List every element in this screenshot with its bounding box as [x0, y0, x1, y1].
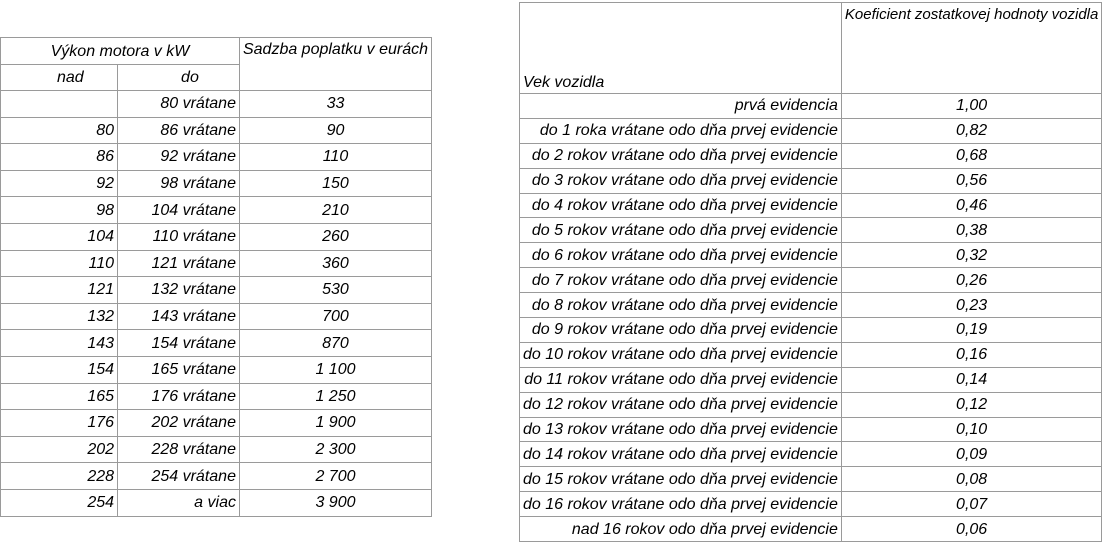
table-header-row	[1, 38, 432, 65]
table-row	[1, 170, 432, 197]
table-row	[520, 342, 1102, 367]
fee-rate-cell: 110	[239, 144, 431, 171]
fee-rate-cell: 90	[239, 117, 431, 144]
table-row	[520, 293, 1102, 318]
power-to-cell: 110 vrátane	[118, 223, 240, 250]
fee-rate-cell: 260	[239, 223, 431, 250]
power-to-cell: 121 vrátane	[118, 250, 240, 277]
power-to-cell: a viac	[118, 489, 240, 516]
fee-rate-cell: 2 700	[239, 463, 431, 490]
table-row	[520, 243, 1102, 268]
table-row	[1, 463, 432, 490]
power-to-cell: 254 vrátane	[118, 463, 240, 490]
coefficient-cell: 1,00	[841, 94, 1101, 119]
table-row	[1, 91, 432, 118]
table-header-row	[520, 3, 1102, 94]
power-to-cell: 86 vrátane	[118, 117, 240, 144]
power-from-cell: 165	[1, 383, 118, 410]
fee-rate-cell: 210	[239, 197, 431, 224]
table-row	[520, 118, 1102, 143]
coefficient-cell: 0,08	[841, 467, 1101, 492]
table-row	[520, 193, 1102, 218]
coefficient-cell: 0,32	[841, 243, 1101, 268]
power-to-cell: 165 vrátane	[118, 356, 240, 383]
vehicle-age-cell: do 7 rokov vrátane odo dňa prvej evidencie	[520, 268, 842, 293]
residual-value-coefficient-header: Koeficient zostatkovej hodnoty vozidla	[841, 3, 1101, 94]
coefficient-cell: 0,26	[841, 268, 1101, 293]
power-from-cell: 202	[1, 436, 118, 463]
from-header: nad	[1, 65, 118, 91]
table-row	[520, 94, 1102, 119]
coefficient-cell: 0,10	[841, 417, 1101, 442]
power-from-cell: 92	[1, 170, 118, 197]
fee-rate-cell: 700	[239, 303, 431, 330]
power-from-cell: 176	[1, 410, 118, 437]
coefficient-cell: 0,12	[841, 392, 1101, 417]
power-from-cell: 132	[1, 303, 118, 330]
power-from-cell: 228	[1, 463, 118, 490]
power-from-cell: 143	[1, 330, 118, 357]
vehicle-age-cell: do 8 rokov vrátane odo dňa prvej evidencie	[520, 293, 842, 318]
table-row	[520, 168, 1102, 193]
vehicle-age-cell: do 16 rokov vrátane odo dňa prvej evidencie	[520, 492, 842, 517]
to-header: do	[118, 65, 240, 91]
vehicle-age-cell: do 2 rokov vrátane odo dňa prvej evidencie	[520, 143, 842, 168]
power-to-cell: 143 vrátane	[118, 303, 240, 330]
table-row	[1, 223, 432, 250]
table-row	[1, 197, 432, 224]
engine-power-header: Výkon motora v kW	[1, 38, 240, 65]
power-to-cell: 202 vrátane	[118, 410, 240, 437]
vehicle-age-coefficient-table	[519, 2, 1102, 542]
coefficient-cell: 0,68	[841, 143, 1101, 168]
table-row	[1, 330, 432, 357]
fee-rate-cell: 1 900	[239, 410, 431, 437]
table-row	[520, 417, 1102, 442]
table-row	[520, 517, 1102, 542]
table-row	[1, 356, 432, 383]
power-to-cell: 154 vrátane	[118, 330, 240, 357]
vehicle-age-cell: do 13 rokov vrátane odo dňa prvej evidencie	[520, 417, 842, 442]
table-row	[520, 442, 1102, 467]
vehicle-age-cell: nad 16 rokov odo dňa prvej evidencie	[520, 517, 842, 542]
vehicle-age-cell: do 1 roka vrátane odo dňa prvej evidencie	[520, 118, 842, 143]
vehicle-age-cell: do 3 rokov vrátane odo dňa prvej evidencie	[520, 168, 842, 193]
vehicle-age-cell: do 14 rokov vrátane odo dňa prvej evidencie	[520, 442, 842, 467]
power-from-cell: 121	[1, 277, 118, 304]
power-from-cell: 254	[1, 489, 118, 516]
power-from-cell: 110	[1, 250, 118, 277]
coefficient-cell: 0,46	[841, 193, 1101, 218]
table-row	[1, 383, 432, 410]
coefficient-cell: 0,23	[841, 293, 1101, 318]
table-row	[520, 268, 1102, 293]
fee-rate-cell: 3 900	[239, 489, 431, 516]
fee-rate-cell: 1 100	[239, 356, 431, 383]
table-row	[1, 277, 432, 304]
fee-rate-cell: 360	[239, 250, 431, 277]
coefficient-cell: 0,38	[841, 218, 1101, 243]
power-from-cell: 98	[1, 197, 118, 224]
vehicle-age-cell: do 6 rokov vrátane odo dňa prvej evidencie	[520, 243, 842, 268]
table-row	[520, 367, 1102, 392]
coefficient-cell: 0,19	[841, 318, 1101, 343]
power-from-cell	[1, 91, 118, 118]
power-to-cell: 104 vrátane	[118, 197, 240, 224]
table-row	[1, 144, 432, 171]
power-to-cell: 228 vrátane	[118, 436, 240, 463]
power-from-cell: 86	[1, 144, 118, 171]
table-row	[1, 410, 432, 437]
coefficient-cell: 0,06	[841, 517, 1101, 542]
fee-rate-cell: 1 250	[239, 383, 431, 410]
power-from-cell: 80	[1, 117, 118, 144]
table-row	[520, 392, 1102, 417]
fee-rate-cell: 870	[239, 330, 431, 357]
power-from-cell: 104	[1, 223, 118, 250]
fee-rate-cell: 150	[239, 170, 431, 197]
table-row	[520, 492, 1102, 517]
vehicle-age-cell: do 9 rokov vrátane odo dňa prvej evidencie	[520, 318, 842, 343]
fee-rate-cell: 2 300	[239, 436, 431, 463]
coefficient-cell: 0,09	[841, 442, 1101, 467]
coefficient-cell: 0,82	[841, 118, 1101, 143]
vehicle-age-cell: do 11 rokov vrátane odo dňa prvej evidencie	[520, 367, 842, 392]
coefficient-cell: 0,07	[841, 492, 1101, 517]
vehicle-age-cell: do 4 rokov vrátane odo dňa prvej evidencie	[520, 193, 842, 218]
table-row	[520, 218, 1102, 243]
vehicle-age-header: Vek vozidla	[520, 3, 842, 94]
fee-rate-header: Sadzba poplatku v eurách	[239, 38, 431, 91]
fee-rate-cell: 33	[239, 91, 431, 118]
table-row	[1, 117, 432, 144]
table-row	[1, 436, 432, 463]
coefficient-cell: 0,56	[841, 168, 1101, 193]
power-to-cell: 80 vrátane	[118, 91, 240, 118]
vehicle-age-cell: do 12 rokov vrátane odo dňa prvej evidencie	[520, 392, 842, 417]
vehicle-age-cell: do 5 rokov vrátane odo dňa prvej evidencie	[520, 218, 842, 243]
table-row	[1, 303, 432, 330]
vehicle-age-cell: do 10 rokov vrátane odo dňa prvej evidencie	[520, 342, 842, 367]
engine-power-fee-table	[0, 37, 432, 517]
power-from-cell: 154	[1, 356, 118, 383]
power-to-cell: 92 vrátane	[118, 144, 240, 171]
power-to-cell: 98 vrátane	[118, 170, 240, 197]
table-row	[1, 489, 432, 516]
coefficient-cell: 0,14	[841, 367, 1101, 392]
fee-rate-cell: 530	[239, 277, 431, 304]
table-row	[520, 318, 1102, 343]
power-to-cell: 176 vrátane	[118, 383, 240, 410]
table-row	[1, 250, 432, 277]
table-row	[520, 467, 1102, 492]
vehicle-age-cell: prvá evidencia	[520, 94, 842, 119]
table-row	[520, 143, 1102, 168]
power-to-cell: 132 vrátane	[118, 277, 240, 304]
coefficient-cell: 0,16	[841, 342, 1101, 367]
vehicle-age-cell: do 15 rokov vrátane odo dňa prvej evidencie	[520, 467, 842, 492]
